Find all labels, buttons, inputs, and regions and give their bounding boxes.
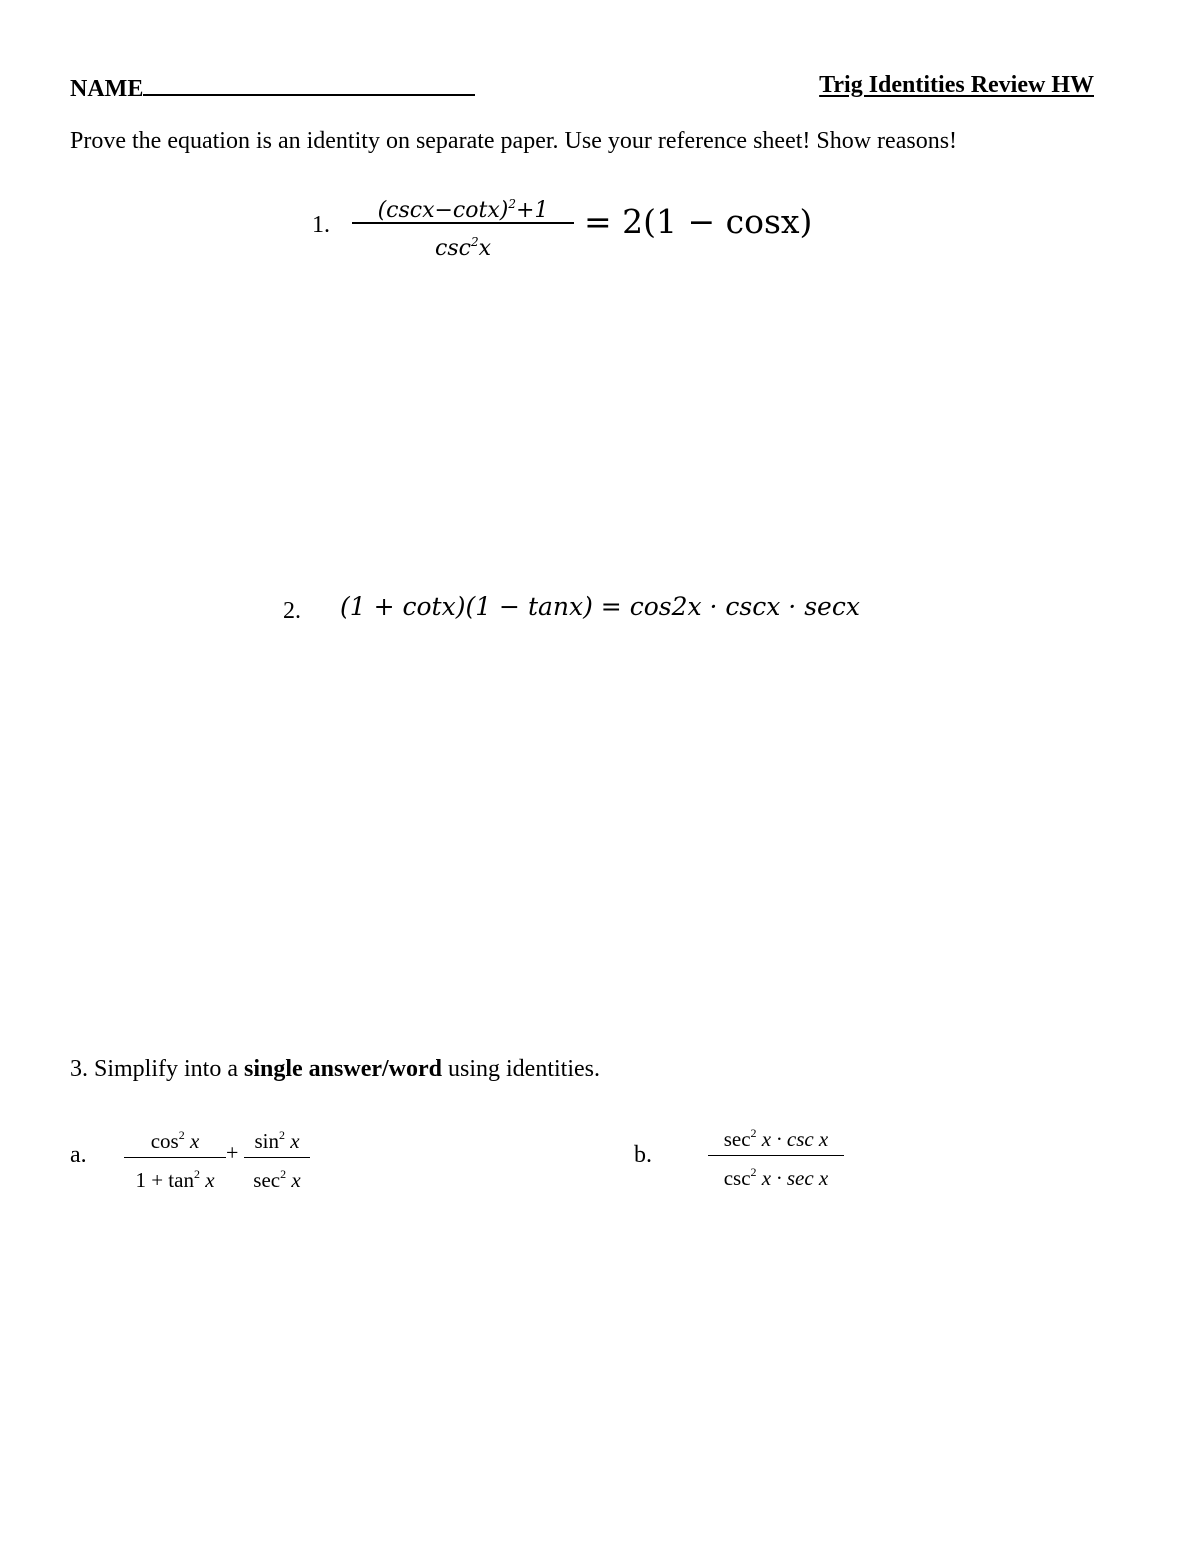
part-b-label: b.: [634, 1142, 652, 1168]
problem1-numerator: $(\csc x-\cot x)^2+1$: [377, 197, 549, 223]
part-b-fraction: $\sec^2 x \cdot \csc x$ $\csc^2 x \cdot \sec x$: [708, 1120, 844, 1191]
problem2-number: 2.: [283, 598, 301, 624]
page-title: Trig Identities Review HW: [819, 72, 1094, 98]
problem1-fraction: [352, 188, 574, 263]
name-blank-line[interactable]: [143, 72, 475, 96]
problem1-denominator: $\csc^2x$: [435, 235, 491, 261]
part-a-label: a.: [70, 1142, 87, 1168]
part-a-fraction-1: $\cos^2 x$ $1 + \tan^2 x$: [124, 1122, 226, 1193]
name-label: NAME: [70, 76, 144, 102]
emphasis-text: single answer/word: [244, 1056, 442, 1082]
problem2-equation: (1 + cotx)(1 − tanx) = cos2x · cscx · secx: [340, 592, 860, 621]
part-a-fraction-2: $\sin^2 x$ $\sec^2 x$: [244, 1122, 310, 1193]
problem3-instructions: 3. Simplify into a single answer/word using identities.: [70, 1056, 600, 1082]
name-field: [70, 72, 475, 103]
problem1-number: 1.: [312, 212, 330, 238]
instructions: Prove the equation is an identity on separate paper. Use your reference sheet! Show reasons!: [70, 128, 958, 154]
problem1-rhs: = 2(1 − cosx): [584, 202, 813, 241]
plus-sign: +: [226, 1140, 239, 1165]
